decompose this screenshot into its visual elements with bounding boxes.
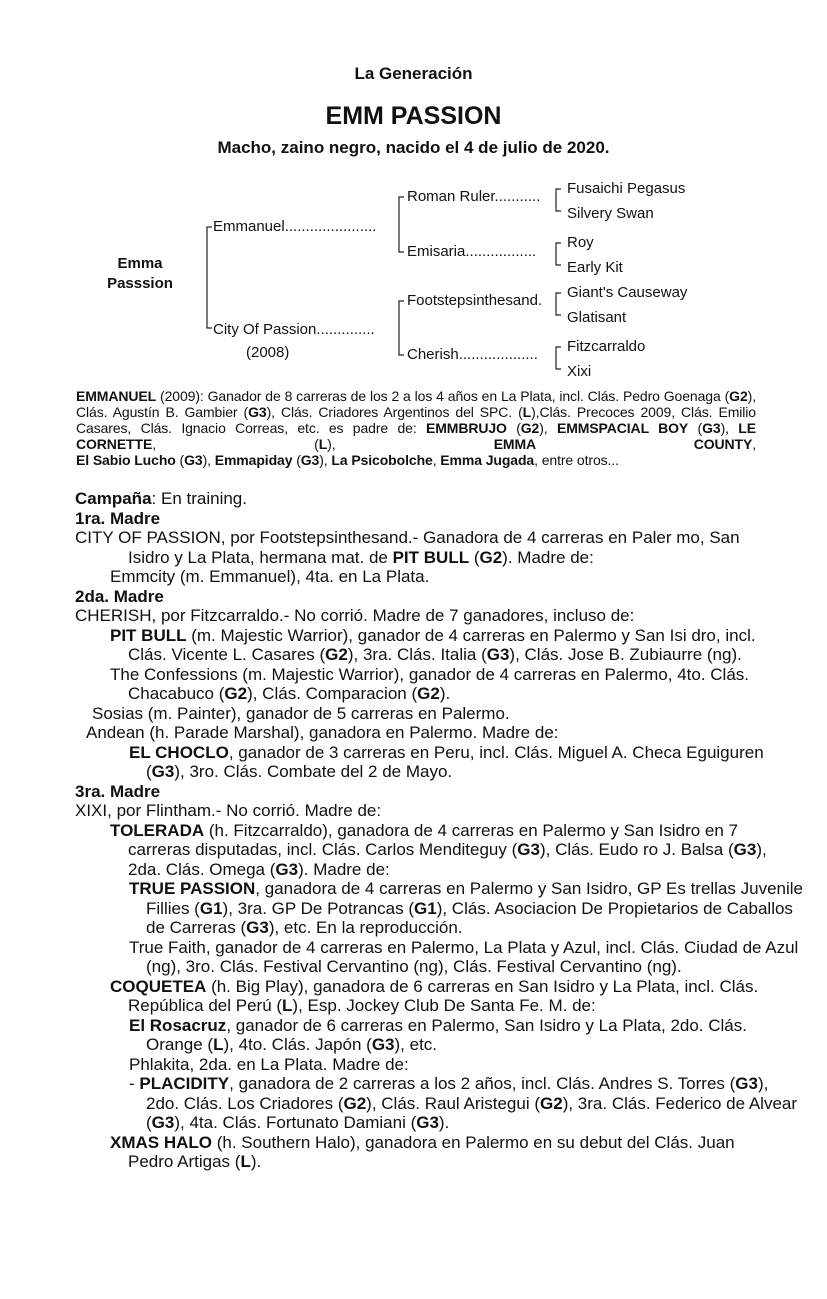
- dam3-placidity: - PLACIDITY, ganadora de 2 carreras a los 2 años, incl. Clás. Andres S. Torres (G3), 2do. Clás. Los Criadores (G2), Clás. Raul Aristegui (G2), 3ra. Clás. Federico de Alvear (G3), 4ta. Clás. Fortunato Damiani (G3).: [129, 1074, 798, 1132]
- dam2-pit-bull: PIT BULL (m. Majestic Warrior), ganador de 4 carreras en Palermo y San Isi dro, incl. Clás. Vicente L. Casares (G2), 3ra. Clás. Italia (G3), Clás. Jose B. Zubiaurre (ng).: [110, 625, 756, 664]
- dam3-tolerada: TOLERADA (h. Fitzcarraldo), ganadora de 4 carreras en Palermo y San Isidro en 7 carreras disputadas, incl. Clás. Carlos Menditeguy (G3), Clás. Eudo ro J. Balsa (G3), 2da. Clás. Omega (G3). Madre de:: [110, 820, 767, 879]
- pedigree-ggp-2: Silvery Swan: [567, 205, 654, 222]
- campaign-line: Campaña: En training.: [75, 489, 247, 508]
- section-1ra-madre: 1ra. Madre: [75, 508, 161, 528]
- horse-name: EMM PASSION: [325, 102, 502, 130]
- dam2-the-confessions: The Confessions (m. Majestic Warrior), ganador de 4 carreras en Palermo, 4to. Clás. Chacabuco (G2), Clás. Comparacion (G2).: [110, 664, 750, 703]
- series-title: La Generación: [354, 64, 473, 83]
- dam3-phlakita: Phlakita, 2da. en La Plata. Madre de:: [129, 1054, 409, 1074]
- dam2-el-choclo: EL CHOCLO, ganador de 3 carreras en Peru, incl. Clás. Miguel A. Checa Eguiguren (G3), 3ro. Clás. Combate del 2 de Mayo.: [129, 742, 764, 781]
- pedigree-ggp-4: Early Kit: [567, 259, 623, 276]
- dam2-andean: Andean (h. Parade Marshal), ganadora en Palermo. Madre de:: [86, 723, 559, 742]
- sire-name: EMMANUEL: [76, 388, 157, 404]
- pedigree-ggp-5: Giant's Causeway: [567, 284, 688, 301]
- dam3-el-rosacruz: El Rosacruz, ganador de 6 carreras en Palermo, San Isidro y La Plata, 2do. Clás. Orange (L), 4to. Clás. Japón (G3), etc.: [129, 1015, 747, 1054]
- horse-description: Macho, zaino negro, nacido el 4 de julio de 2020.: [217, 138, 610, 157]
- dam2-intro: CHERISH, por Fitzcarraldo.- No corrió. Madre de 7 ganadores, incluso de:: [75, 606, 635, 625]
- dam3-intro: XIXI, por Flintham.- No corrió. Madre de:: [75, 801, 382, 820]
- produce-record: [75, 489, 804, 1172]
- pedigree-ggp-3: Roy: [567, 234, 594, 251]
- pedigree-dam-dam: Cherish...................: [407, 346, 538, 363]
- section-3ra-madre: 3ra. Madre: [75, 781, 161, 801]
- pedigree-ggp-7: Fitzcarraldo: [567, 338, 646, 355]
- pedigree-ggp-1: Fusaichi Pegasus: [567, 180, 686, 197]
- pedigree-sire: Emmanuel......................: [213, 218, 377, 235]
- pedigree-sire-sire: Roman Ruler...........: [407, 188, 541, 205]
- dam2-sosias: Sosias (m. Painter), ganador de 5 carreras en Palermo.: [92, 703, 510, 723]
- pedigree-subject: Emma Passsion: [107, 255, 173, 292]
- pedigree-sire-dam: Emisaria.................: [407, 243, 537, 260]
- pedigree-ggp-6: Glatisant: [567, 309, 627, 326]
- dam1-entry: CITY OF PASSION, por Footstepsinthesand.- Ganadora de 4 carreras en Paler mo, San Isidro y La Plata, hermana mat. de PIT BULL (G2). Madre de:: [75, 528, 740, 567]
- dam3-true-faith: True Faith, ganador de 4 carreras en Palermo, La Plata y Azul, incl. Clás. Ciudad de Azul (ng), 3ro. Clás. Festival Cervantino (ng), Clás. Festival Cervantino (ng).: [129, 937, 799, 976]
- pedigree-ggp-8: Xixi: [567, 363, 592, 380]
- dam3-xmas-halo: XMAS HALO (h. Southern Halo), ganadora en Palermo en su debut del Clás. Juan Pedro Artigas (L).: [110, 1132, 735, 1171]
- pedigree-dam-sire: Footstepsinthesand.: [407, 292, 543, 309]
- pedigree-dam-year: (2008): [246, 344, 290, 361]
- dam3-true-passion: TRUE PASSION, ganadora de 4 carreras en Palermo y San Isidro, GP Es trellas Juvenile Fillies (G1), 3ra. GP De Potrancas (G1), Clás. Asociacion De Propietarios de Caballos de Carreras (G3), etc. En la reproducción.: [129, 879, 804, 937]
- pedigree-dam: City Of Passion..............: [213, 321, 375, 338]
- section-2da-madre: 2da. Madre: [75, 586, 164, 606]
- sire-summary: EMMANUEL (2009): Ganador de 8 carreras de los 2 a los 4 años en La Plata, incl. Clás. Pedro Goenaga (G2), Clás. Agustín B. Gambier (G3), Clás. Criadores Argentinos del SPC. (L),Clás. Precoces 2009, Clás. Emilio Casares, Clás. Ignacio Correas, etc. es padre de: EMMBRUJO (G2), EMMSPACIAL BOY (G3), LE CORNETTE, (L), EMMA COUNTY, El Sabio Lucho (G3), Emmapiday (G3), La Psicobolche, Emma Jugada, entre otros...: [76, 388, 756, 468]
- dam3-coquetea: COQUETEA (h. Big Play), ganadora de 6 carreras en San Isidro y La Plata, incl. Clás. República del Perú (L), Esp. Jockey Club De Santa Fe. M. de:: [110, 976, 759, 1015]
- dam1-foal: Emmcity (m. Emmanuel), 4ta. en La Plata.: [110, 567, 430, 586]
